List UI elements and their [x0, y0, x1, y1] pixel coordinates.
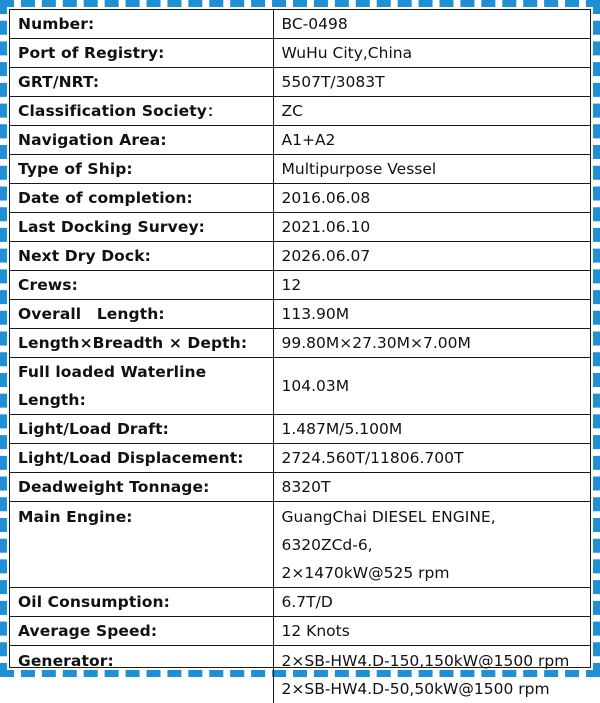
spec-value-multiline — [273, 646, 590, 703]
spec-label: Last Docking Survey: — [10, 213, 273, 242]
spec-value-multiline — [273, 502, 590, 588]
spec-row-light-load-draft — [10, 415, 590, 444]
spec-value: 1.487M/5.100M — [273, 415, 590, 444]
spec-row-length-breadth-depth — [10, 329, 590, 358]
spec-value: WuHu City,China — [273, 39, 590, 68]
spec-label: Crews: — [10, 271, 273, 300]
spec-label: Deadweight Tonnage: — [10, 473, 273, 502]
spec-row-port-of-registry — [10, 39, 590, 68]
spec-label: Length×Breadth × Depth: — [10, 329, 273, 358]
spec-row-next-dry-dock — [10, 242, 590, 271]
spec-value: 8320T — [273, 473, 590, 502]
spec-value: 2016.06.08 — [273, 184, 590, 213]
spec-value: 2021.06.10 — [273, 213, 590, 242]
spec-value-line: 2×SB-HW4.D-50,50kW@1500 rpm — [282, 675, 583, 703]
spec-value-line: GuangChai DIESEL ENGINE, — [282, 503, 583, 531]
ship-specification-sheet — [9, 9, 591, 668]
ship-specification-table — [10, 10, 590, 703]
spec-label: GRT/NRT: — [10, 68, 273, 97]
spec-label: Light/Load Displacement: — [10, 444, 273, 473]
spec-value: 99.80M×27.30M×7.00M — [273, 329, 590, 358]
spec-label: Navigation Area: — [10, 126, 273, 155]
spec-row-overall-length — [10, 300, 590, 329]
spec-value: 6.7T/D — [273, 588, 590, 617]
spec-value: A1+A2 — [273, 126, 590, 155]
spec-row-classification-society — [10, 97, 590, 126]
spec-label: Full loaded Waterline Length: — [10, 358, 273, 415]
spec-row-deadweight-tonnage — [10, 473, 590, 502]
spec-label: Generator: — [10, 646, 273, 703]
spec-row-oil-consumption — [10, 588, 590, 617]
spec-label: Port of Registry: — [10, 39, 273, 68]
spec-value: 104.03M — [273, 358, 590, 415]
spec-row-main-engine — [10, 502, 590, 588]
spec-value: 12 — [273, 271, 590, 300]
spec-row-average-speed — [10, 617, 590, 646]
spec-row-waterline-length — [10, 358, 590, 415]
spec-label: Number: — [10, 10, 273, 39]
spec-value-line: 2×1470kW@525 rpm — [282, 559, 583, 587]
spec-row-crews — [10, 271, 590, 300]
spec-value: 2026.06.07 — [273, 242, 590, 271]
spec-label: Main Engine: — [10, 502, 273, 588]
spec-value: 2724.560T/11806.700T — [273, 444, 590, 473]
spec-row-generator — [10, 646, 590, 703]
spec-label: Oil Consumption: — [10, 588, 273, 617]
spec-label: Overall Length: — [10, 300, 273, 329]
spec-row-number — [10, 10, 590, 39]
spec-label: Classification Society： — [10, 97, 273, 126]
spec-value-line: 2×SB-HW4.D-150,150kW@1500 rpm — [282, 647, 583, 675]
spec-value: Multipurpose Vessel — [273, 155, 590, 184]
spec-label: Light/Load Draft: — [10, 415, 273, 444]
spec-label: Type of Ship: — [10, 155, 273, 184]
spec-row-date-of-completion — [10, 184, 590, 213]
spec-value: 5507T/3083T — [273, 68, 590, 97]
spec-row-last-docking-survey — [10, 213, 590, 242]
spec-value-line: 6320ZCd-6, — [282, 531, 583, 559]
spec-row-light-load-displacement — [10, 444, 590, 473]
spec-label: Average Speed: — [10, 617, 273, 646]
spec-label: Next Dry Dock: — [10, 242, 273, 271]
spec-value: BC-0498 — [273, 10, 590, 39]
spec-row-navigation-area — [10, 126, 590, 155]
spec-row-grt-nrt — [10, 68, 590, 97]
spec-row-type-of-ship — [10, 155, 590, 184]
spec-value: 12 Knots — [273, 617, 590, 646]
spec-value: ZC — [273, 97, 590, 126]
spec-value: 113.90M — [273, 300, 590, 329]
spec-label: Date of completion: — [10, 184, 273, 213]
